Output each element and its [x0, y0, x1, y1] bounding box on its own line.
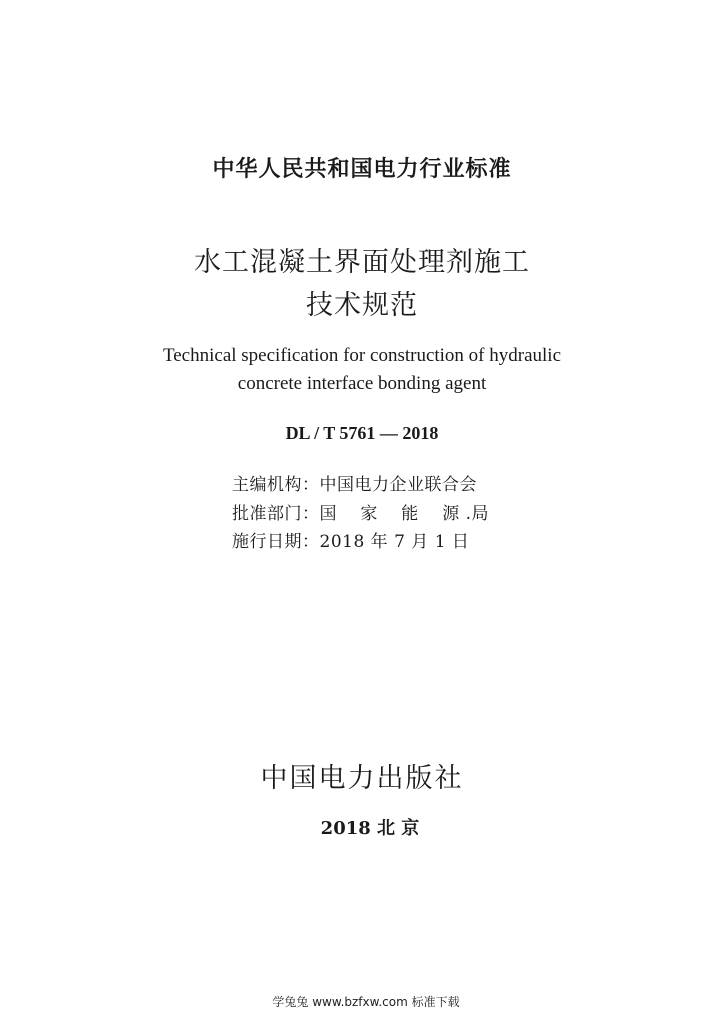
title-english-line-1: Technical specification for construction of hydraulic: [162, 345, 562, 366]
footer-watermark: 学兔兔 www.bzfxw.com 标准下载: [272, 995, 460, 1009]
title-english-line-2: concrete interface bonding agent: [237, 373, 487, 394]
publication-place-year: 2018 北 京: [320, 818, 420, 839]
effective-date-row: [232, 527, 469, 552]
effective-date-value: 2018 年 7 月 1 日: [319, 532, 470, 552]
title-chinese-line-1: 水工混凝土界面处理剂施工: [194, 247, 530, 278]
approver-value: 国 家 能 源 .局: [319, 504, 490, 524]
standard-type-heading: 中华人民共和国电力行业标准: [212, 157, 512, 182]
editor-row: [232, 470, 477, 495]
approver-label: 批准部门：: [232, 504, 320, 524]
approver-row: [232, 499, 489, 524]
editor-label: 主编机构：: [232, 475, 320, 495]
standard-code: DL / T 5761 — 2018: [285, 423, 439, 443]
title-chinese-line-2: 技术规范: [306, 290, 418, 321]
effective-date-label: 施行日期：: [232, 532, 320, 552]
editor-value: 中国电力企业联合会: [319, 475, 477, 495]
publisher-name: 中国电力出版社: [260, 763, 464, 794]
